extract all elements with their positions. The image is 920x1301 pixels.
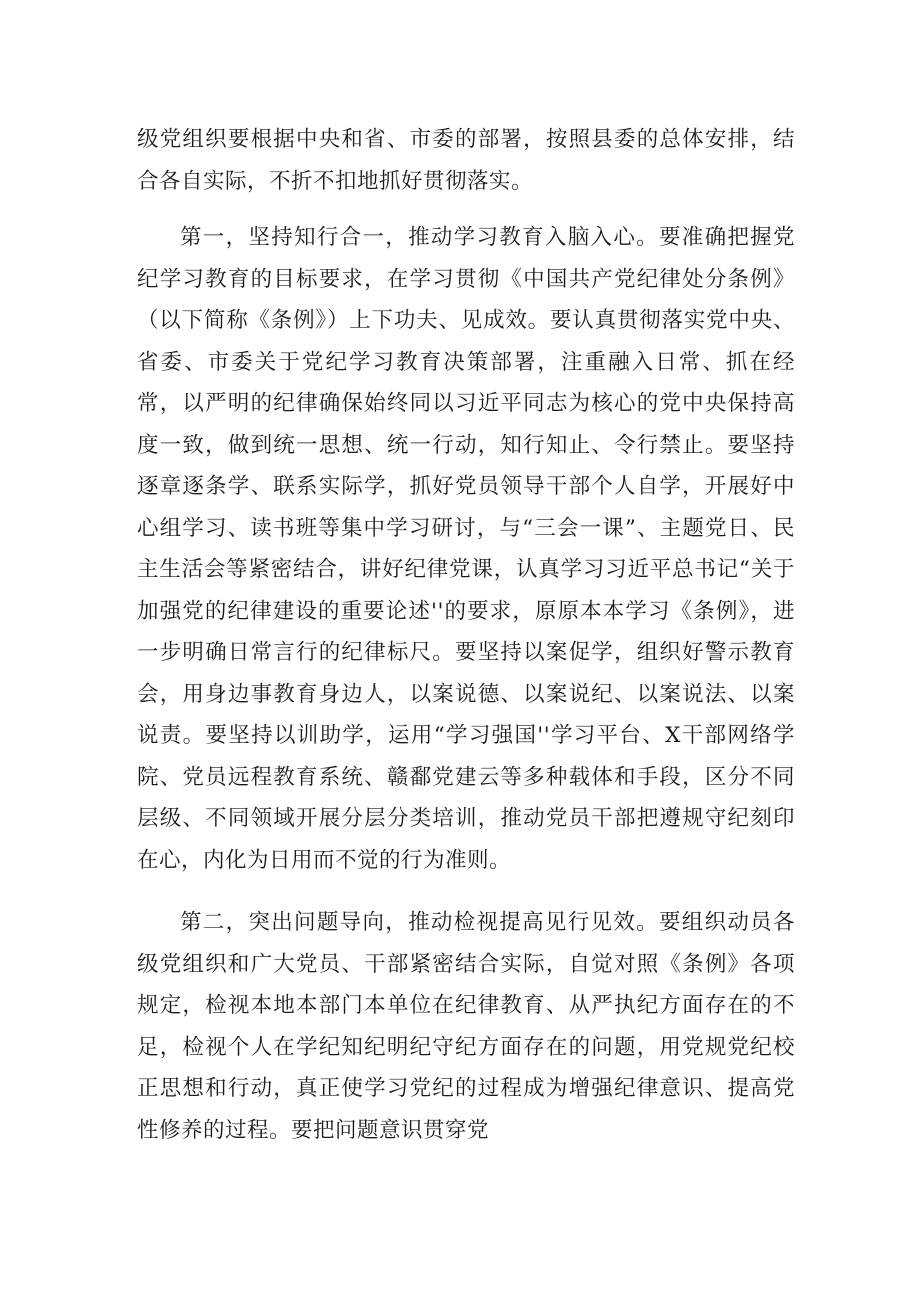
paragraph-continuation: 级党组织要根据中央和省、市委的部署，按照县委的总体安排，结合各自实际，不折不扣地抓好贯彻落实。 xyxy=(137,127,795,194)
paragraph-second-point: 第二，突出问题导向，推动检视提高见行见效。要组织动员各级党组织和广大党员、干部紧密结合实际，自觉对照《条例》各项规定，检视本地本部门本单位在纪律教育、从严执纪方面存在的不足，检视个人在学纪知纪明纪守纪方面存在的问题，用党规党纪校正思想和行动，真正使学习党纪的过程成为增强纪律意识、提高党性修养的过程。要把问题意识贯穿党 xyxy=(137,910,795,1143)
paragraph-first-point: 第一，坚持知行合一，推动学习教育入脑入心。要准确把握党纪学习教育的目标要求，在学习贯彻《中国共产党纪律处分条例》（以下简称《条例》）上下功夫、见成效。要认真贯彻落实党中央、省委、市委关于党纪学习教育决策部署，注重融入日常、抓在经常，以严明的纪律确保始终同以习近平同志为核心的党中央保持高度一致，做到统一思想、统一行动，知行知止、令行禁止。要坚持逐章逐条学、联系实际学，抓好党员领导干部个人自学，开展好中心组学习、读书班等集中学习研讨，与“三会一课”、主题党日、民主生活会等紧密结合，讲好纪律党课，认真学习习近平总书记“关于加强党的纪律建设的重要论述''的要求，原原本本学习《条例》，进一步明确日常言行的纪律标尺。要坚持以案促学，组织好警示教育会，用身边事教育身边人，以案说德、以案说纪、以案说法、以案说责。要坚持以训助学，运用“学习强国''学习平台、X干部网络学院、党员远程教育系统、赣鄱党建云等多种载体和手段，区分不同层级、不同领域开展分层分类培训，推动党员干部把遵规守纪刻印在心，内化为日用而不觉的行为准则。 xyxy=(137,225,795,873)
document-page xyxy=(137,119,795,1151)
